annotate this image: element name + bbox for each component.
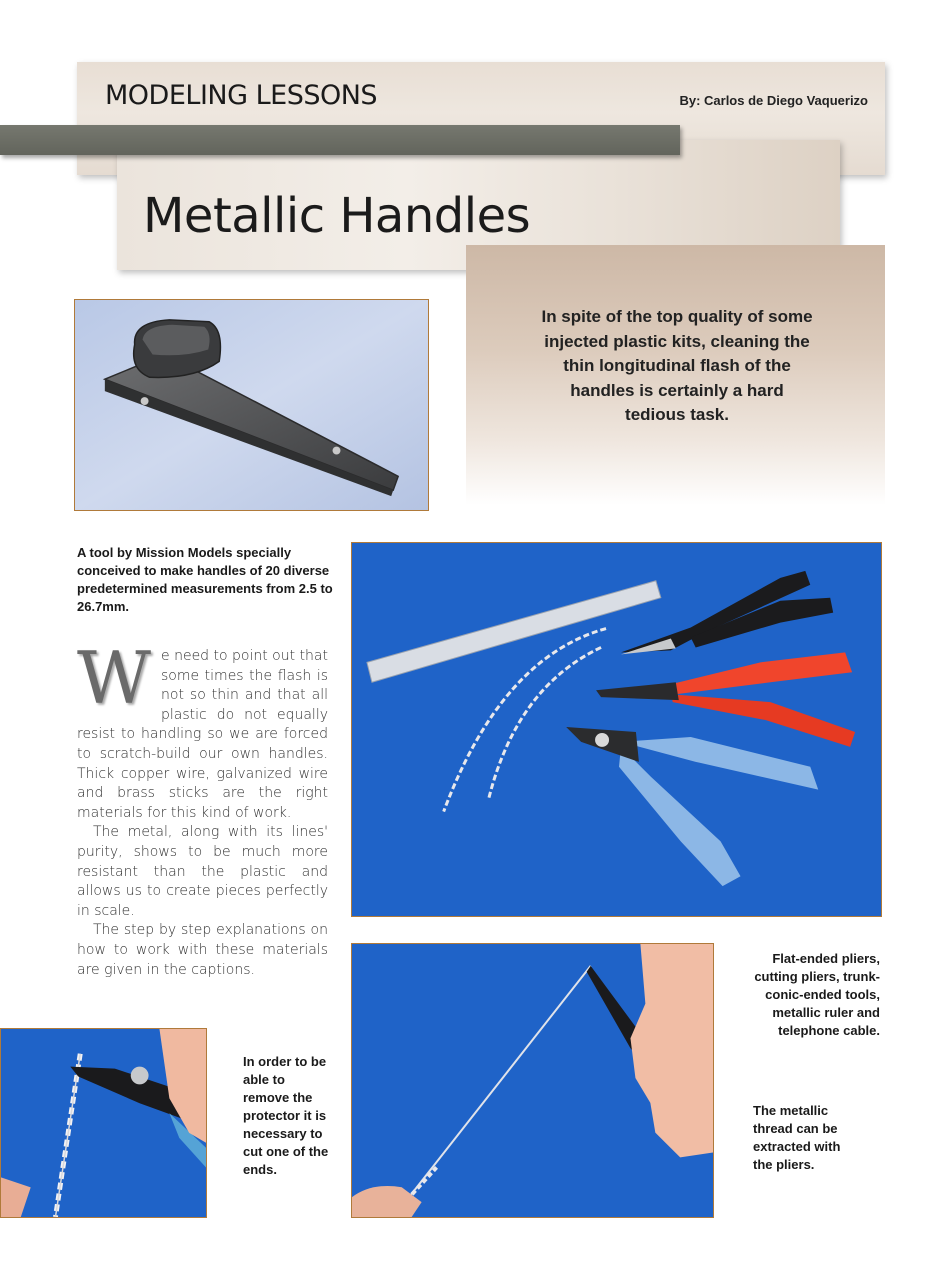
caption-tool: A tool by Mission Models specially conceived to make handles of 20 diverse predetermined measurements from 2.5 to 26.7mm. xyxy=(77,545,333,614)
article-title: Metallic Handles xyxy=(143,188,531,244)
byline: By: Carlos de Diego Vaquerizo xyxy=(679,93,868,108)
photo-thread-extraction xyxy=(351,943,714,1218)
photo-cut-protector xyxy=(0,1028,207,1218)
photo-handle-tool xyxy=(74,299,429,511)
photo-pliers-ruler xyxy=(351,542,882,917)
caption-thread: The metallic thread can be extracted with the pliers. xyxy=(753,1103,841,1172)
series-title: MODELING LESSONS xyxy=(105,80,378,111)
intro-text: In spite of the top quality of some injected plastic kits, cleaning the thin longitudinal flash of the handles is certainly a hard tedious task. xyxy=(541,307,813,424)
caption-protector: In order to be able to remove the protector it is necessary to cut one of the ends. xyxy=(243,1054,329,1177)
header-stripe xyxy=(0,125,680,155)
body-paragraph-1: e need to point out that some times the flash is not so thin and that all plastic do not equally resist to handling so we are forced to scratch-build our own handles. Thick copper wire, galvanized wire and brass sticks are the right materials for this kind of work. xyxy=(77,648,328,821)
caption-pliers: Flat-ended pliers, cutting pliers, trunk-conic-ended tools, metallic ruler and telephone cable. xyxy=(754,951,880,1038)
body-paragraph-3: The step by step explanations on how to work with these materials are given in the captions. xyxy=(77,922,328,978)
drop-cap: W xyxy=(77,636,152,720)
body-text xyxy=(77,636,328,980)
body-paragraph-2: The metal, along with its lines' purity, shows to be much more resistant than the plastic and allows us to create pieces perfectly in scale. xyxy=(77,824,328,919)
